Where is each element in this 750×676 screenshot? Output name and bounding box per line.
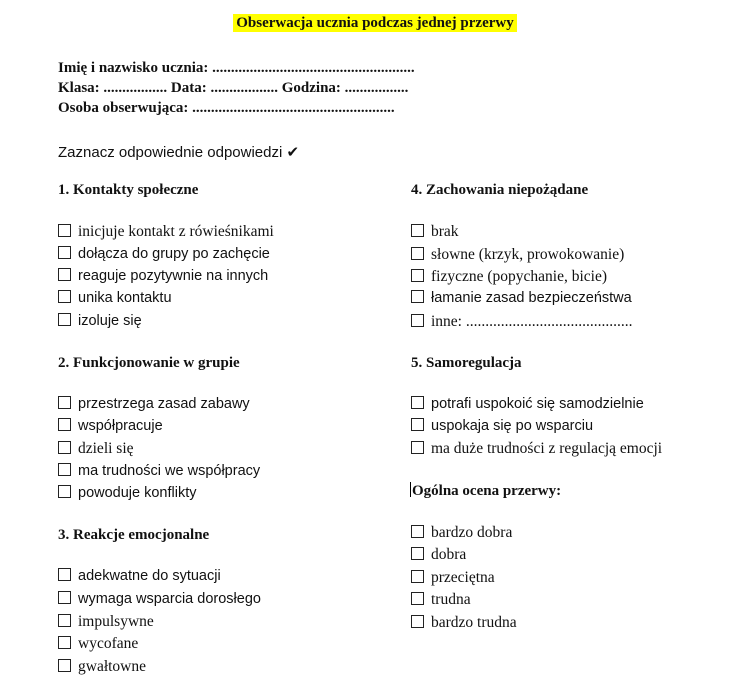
checkbox-option[interactable] bbox=[58, 418, 163, 434]
checkbox-option[interactable] bbox=[411, 313, 633, 331]
section-title-social-contacts: 1. Kontakty społeczne bbox=[58, 182, 199, 198]
checkbox-option[interactable] bbox=[58, 463, 260, 479]
checkbox-icon[interactable] bbox=[58, 224, 71, 237]
option-label: ma trudności we współpracy bbox=[78, 463, 261, 479]
checkbox-option[interactable] bbox=[58, 591, 261, 607]
checkbox-option[interactable] bbox=[58, 635, 138, 653]
checkbox-option[interactable] bbox=[411, 591, 471, 609]
checkbox-option[interactable] bbox=[411, 268, 607, 286]
checkbox-icon[interactable] bbox=[58, 246, 71, 259]
checkbox-option[interactable] bbox=[58, 485, 197, 501]
option-label: inicjuje kontakt z rówieśnikami bbox=[78, 223, 274, 240]
checkbox-icon[interactable] bbox=[411, 224, 424, 237]
checkbox-icon[interactable] bbox=[58, 614, 71, 627]
option-label: bardzo trudna bbox=[431, 614, 517, 631]
option-label: reaguje pozytywnie na innych bbox=[78, 268, 269, 284]
option-label: impulsywne bbox=[78, 613, 154, 630]
option-label: powoduje konflikty bbox=[78, 485, 197, 501]
class-date-time-line: Klasa: ................. Data: .................. Godzina: ................. bbox=[58, 80, 409, 96]
checkbox-icon[interactable] bbox=[58, 485, 71, 498]
checkbox-icon[interactable] bbox=[411, 396, 424, 409]
text-cursor bbox=[410, 482, 411, 497]
checkbox-option[interactable] bbox=[58, 268, 268, 284]
option-label: łamanie zasad bezpieczeństwa bbox=[431, 290, 632, 306]
checkbox-option[interactable] bbox=[58, 613, 154, 631]
section-title-overall-rating bbox=[410, 482, 561, 500]
checkbox-icon[interactable] bbox=[58, 463, 71, 476]
option-label: dołącza do grupy po zachęcie bbox=[78, 246, 270, 262]
option-label: ma duże trudności z regulacją emocji bbox=[431, 440, 663, 457]
option-label: adekwatne do sytuacji bbox=[78, 568, 221, 584]
checkbox-option[interactable] bbox=[58, 246, 270, 262]
checkbox-option[interactable] bbox=[58, 658, 146, 676]
checkbox-option[interactable] bbox=[411, 569, 495, 587]
checkbox-icon[interactable] bbox=[58, 591, 71, 604]
checkbox-icon[interactable] bbox=[411, 592, 424, 605]
section-title-emotional-reactions: 3. Reakcje emocjonalne bbox=[58, 527, 210, 543]
checkbox-icon[interactable] bbox=[58, 636, 71, 649]
checkbox-option[interactable] bbox=[411, 246, 624, 264]
checkbox-icon[interactable] bbox=[58, 659, 71, 672]
checkbox-option[interactable] bbox=[58, 396, 250, 412]
checkbox-option[interactable] bbox=[58, 440, 134, 458]
option-label: słowne (krzyk, prowokowanie) bbox=[431, 246, 625, 263]
checkbox-icon[interactable] bbox=[58, 441, 71, 454]
checkbox-icon[interactable] bbox=[411, 418, 424, 431]
checkbox-icon[interactable] bbox=[411, 570, 424, 583]
checkbox-icon[interactable] bbox=[58, 568, 71, 581]
checkbox-icon[interactable] bbox=[58, 268, 71, 281]
option-label: współpracuje bbox=[78, 418, 163, 434]
option-label: trudna bbox=[431, 591, 471, 608]
option-label: wycofane bbox=[78, 635, 139, 652]
option-label: fizyczne (popychanie, bicie) bbox=[431, 268, 608, 285]
checkbox-option[interactable] bbox=[411, 546, 466, 564]
checkbox-option[interactable] bbox=[58, 290, 172, 306]
option-label: bardzo dobra bbox=[431, 524, 513, 541]
option-label: przeciętna bbox=[431, 569, 495, 586]
checkbox-option[interactable] bbox=[411, 223, 459, 241]
option-label: izoluje się bbox=[78, 313, 142, 329]
checkbox-icon[interactable] bbox=[411, 290, 424, 303]
section-title-undesirable-behaviors: 4. Zachowania niepożądane bbox=[411, 182, 589, 198]
checkbox-icon[interactable] bbox=[411, 525, 424, 538]
option-label: uspokaja się po wsparciu bbox=[431, 418, 594, 434]
checkbox-icon[interactable] bbox=[411, 314, 424, 327]
checkbox-option[interactable] bbox=[411, 524, 512, 542]
instruction-text: Zaznacz odpowiednie odpowiedzi ✔ bbox=[58, 144, 300, 161]
checkbox-option[interactable] bbox=[411, 440, 662, 458]
checkbox-option[interactable] bbox=[411, 418, 593, 434]
checkbox-option[interactable] bbox=[58, 568, 221, 584]
checkbox-icon[interactable] bbox=[411, 247, 424, 260]
checkbox-option[interactable] bbox=[411, 290, 632, 306]
checkbox-icon[interactable] bbox=[411, 269, 424, 282]
option-label: wymaga wsparcia dorosłego bbox=[78, 591, 261, 607]
checkbox-icon[interactable] bbox=[411, 547, 424, 560]
observer-line: Osoba obserwująca: ...................................................... bbox=[58, 100, 395, 116]
checkbox-option[interactable] bbox=[58, 313, 142, 329]
option-label: przestrzega zasad zabawy bbox=[78, 396, 250, 412]
checkbox-icon[interactable] bbox=[411, 615, 424, 628]
document-title-text: Obserwacja ucznia podczas jednej przerwy bbox=[233, 14, 516, 32]
student-name-line: Imię i nazwisko ucznia: ...................................................... bbox=[58, 60, 415, 76]
checkbox-icon[interactable] bbox=[58, 313, 71, 326]
option-label: dobra bbox=[431, 546, 467, 563]
section-title-group-functioning: 2. Funkcjonowanie w grupie bbox=[58, 355, 240, 371]
checkbox-icon[interactable] bbox=[58, 418, 71, 431]
option-label: potrafi uspokoić się samodzielnie bbox=[431, 396, 644, 412]
checkbox-icon[interactable] bbox=[58, 290, 71, 303]
option-label: gwałtowne bbox=[78, 658, 147, 675]
document-title bbox=[0, 15, 750, 32]
checkbox-option[interactable] bbox=[411, 614, 517, 632]
option-label: brak bbox=[431, 223, 459, 240]
checkbox-option[interactable] bbox=[58, 223, 274, 241]
checkbox-option[interactable] bbox=[411, 396, 644, 412]
option-label: unika kontaktu bbox=[78, 290, 172, 306]
checkbox-icon[interactable] bbox=[58, 396, 71, 409]
option-label: inne: ........................................... bbox=[431, 313, 633, 330]
section-title-self-regulation: 5. Samoregulacja bbox=[411, 355, 522, 371]
option-label: dzieli się bbox=[78, 440, 134, 457]
checkbox-icon[interactable] bbox=[411, 441, 424, 454]
section-title-text: Ogólna ocena przerwy: bbox=[412, 483, 562, 499]
